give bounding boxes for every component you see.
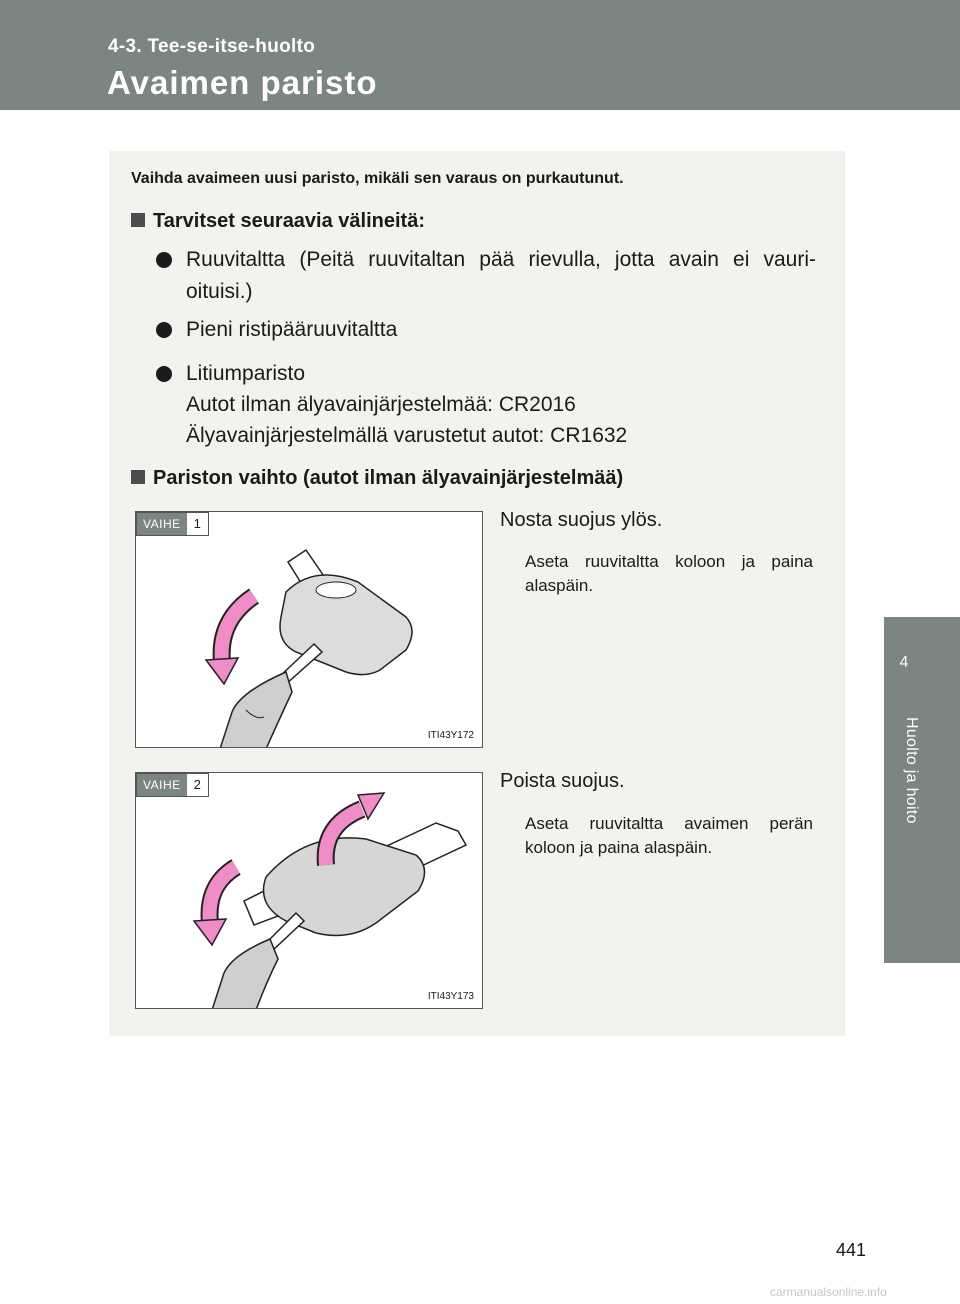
- figure-code: ITI43Y172: [427, 730, 474, 741]
- page-title: Avaimen paristo: [107, 64, 378, 101]
- step-label: VAIHE 1: [136, 512, 209, 536]
- side-tab-top: [884, 0, 960, 110]
- tool-item: Pieni ristipääruuvitaltta: [156, 314, 397, 346]
- tool-item: Ruuvitaltta (Peitä ruuvitaltan pää rievulla, jotta avain ei vauri- oituisi.): [156, 244, 816, 308]
- step-2-description: Aseta ruuvitaltta avaimen perän koloon ja paina alaspäin.: [525, 814, 813, 857]
- figure-code: ITI43Y173: [427, 991, 474, 1002]
- step-2-figure: [135, 772, 483, 1009]
- square-bullet-icon: [131, 213, 145, 227]
- watermark: carmanualsonline.info: [770, 1285, 887, 1299]
- chapter-number: 4: [899, 654, 909, 671]
- step-1-title: Nosta suojus ylös.: [500, 509, 663, 531]
- tool-item: Litiumparisto Autot ilman älyavainjärjestelmää: CR2016 Älyavainjärjestelmällä varustetut autot: CR1632: [156, 358, 627, 451]
- step-label: VAIHE 2: [136, 773, 209, 797]
- step-2-title: Poista suojus.: [500, 770, 625, 792]
- bullet-dot-icon: [156, 252, 172, 268]
- bullet-dot-icon: [156, 322, 172, 338]
- key-screwdriver-illustration: [136, 512, 483, 748]
- page-header: [0, 0, 960, 110]
- chapter-tab: [884, 617, 960, 963]
- replacement-heading: Pariston vaihto (autot ilman älyavainjärjestelmää): [131, 467, 623, 490]
- square-bullet-icon: [131, 470, 145, 484]
- step-1-figure: [135, 511, 483, 748]
- step-1-description: Aseta ruuvitaltta koloon ja paina alaspäin.: [525, 552, 813, 595]
- key-cover-removal-illustration: [136, 773, 483, 1009]
- tools-heading: Tarvitset seuraavia välineitä:: [131, 210, 425, 233]
- section-title: 4-3. Tee-se-itse-huolto: [108, 36, 316, 57]
- chapter-title: Huolto ja hoito: [903, 717, 920, 824]
- page-number: 441: [836, 1240, 867, 1260]
- intro-text: Vaihda avaimeen uusi paristo, mikäli sen varaus on purkautunut.: [131, 170, 624, 187]
- bullet-dot-icon: [156, 366, 172, 382]
